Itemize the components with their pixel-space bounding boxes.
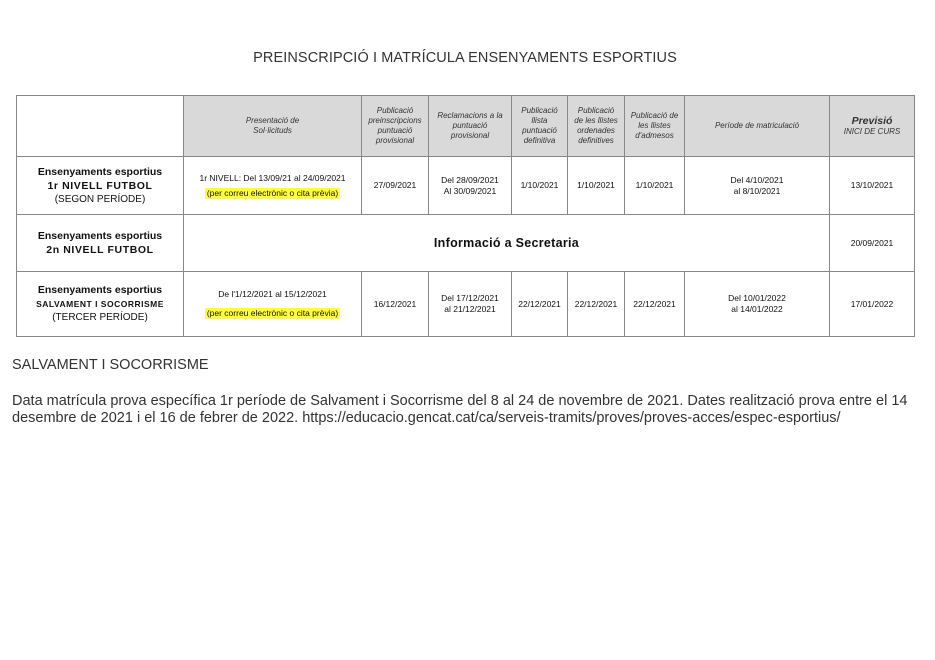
header-pub-llista	[512, 96, 568, 157]
header-pub-llista-line3: puntuació	[522, 126, 557, 135]
header-pub-llista-line1: Publicació	[521, 106, 558, 115]
row-label-line3: (SEGON PERÍODE)	[54, 193, 146, 205]
cell-matriculacio	[685, 272, 830, 337]
cell-matriculacio-line2: al 14/01/2022	[731, 304, 783, 314]
row-label-line1: Ensenyaments esportius	[37, 230, 163, 242]
section-heading: SALVAMENT I SOCORRISME	[12, 357, 209, 373]
header-reclamacions	[429, 96, 512, 157]
header-reclamacions-line2: puntuació	[452, 121, 488, 130]
cell-reclamacions-line2: Al 30/09/2021	[443, 185, 497, 196]
header-pub-ordenades-line4: definitives	[578, 136, 614, 145]
cell-reclamacions-line2: al 21/12/2021	[444, 304, 496, 314]
cell-solicituds-text: 1r NIVELL: Del 13/09/21 al 24/09/2021	[199, 172, 346, 183]
cell-matriculacio-line1: Del 10/01/2022	[728, 293, 786, 303]
header-pub-admesos-line3: d'admesos	[635, 131, 674, 140]
header-pub-llista-line2: llista	[531, 116, 548, 125]
row-label	[17, 215, 184, 272]
header-pub-admesos	[625, 96, 685, 157]
header-matriculacio	[685, 96, 830, 157]
header-pub-preinscripcions-line3: puntuació	[377, 126, 413, 135]
table-row	[17, 215, 915, 272]
cell-matriculacio-line2: al 8/10/2021	[733, 185, 781, 196]
header-solicituds-line1: Presentació de	[245, 116, 300, 125]
cell-inici: 13/10/2021	[830, 157, 915, 215]
cell-info-secretaria: Informació a Secretaria	[184, 215, 830, 272]
header-corner	[17, 96, 184, 157]
cell-solicituds	[184, 272, 362, 337]
table-row	[17, 272, 915, 337]
cell-pub-preinscripcions: 16/12/2021	[362, 272, 429, 337]
header-row	[17, 96, 915, 157]
header-previsio-top: Previsió	[851, 115, 893, 127]
page-title: PREINSCRIPCIÓ I MATRÍCULA ENSENYAMENTS ESPORTIUS	[253, 50, 677, 66]
table-row	[17, 157, 915, 215]
cell-inici: 20/09/2021	[830, 215, 915, 272]
section-body: Data matrícula prova específica 1r període de Salvament i Socorrisme del 8 al 24 de novembre de 2021. Dates realització prova entre el 14 desembre de 2021 i el 16 de febrer de 2022. https://educacio.gencat.cat/ca/serveis-tramits/proves/proves-acces/espec-esportius/	[12, 393, 908, 426]
header-pub-preinscripcions-line1: Publicació	[376, 106, 414, 115]
header-pub-preinscripcions-line2: preinscripcions	[368, 116, 422, 125]
header-reclamacions-line1: Reclamacions a la	[437, 111, 503, 120]
cell-inici: 17/01/2022	[830, 272, 915, 337]
header-pub-admesos-line1: Publicació de	[630, 111, 679, 120]
row-label	[17, 272, 184, 337]
cell-pub-admesos: 22/12/2021	[625, 272, 685, 337]
cell-solicituds-text: De l'1/12/2021 al 15/12/2021	[218, 289, 327, 299]
row-label-line3: (TERCER PERÍODE)	[52, 312, 148, 323]
cell-pub-llistes-ordenades: 1/10/2021	[568, 157, 625, 215]
header-pub-llistes-ordenades	[568, 96, 625, 157]
header-pub-llista-line4: definitiva	[523, 136, 556, 145]
cell-matriculacio-line1: Del 4/10/2021	[730, 174, 784, 185]
header-pub-preinscripcions-line4: provisional	[375, 136, 415, 145]
header-solicituds-line2: Sol·licituds	[253, 126, 292, 135]
header-previsio-bottom: INICI DE CURS	[843, 127, 901, 136]
header-matriculacio-text: Període de matriculació	[714, 121, 800, 130]
cell-solicituds	[184, 157, 362, 215]
cell-solicituds-note: (per correu electrònic o cita prèvia)	[206, 187, 339, 198]
row-label-line1: Ensenyaments esportius	[37, 284, 163, 296]
row-label-line2: 1r NIVELL FUTBOL	[47, 179, 153, 192]
cell-solicituds-note: (per correu electrònic o cita prèvia)	[206, 308, 339, 318]
cell-pub-admesos: 1/10/2021	[625, 157, 685, 215]
header-previsio	[830, 96, 915, 157]
row-label-line1: Ensenyaments esportius	[37, 165, 163, 178]
row-label-line2: SALVAMENT I SOCORRISME	[36, 299, 164, 309]
header-pub-ordenades-line1: Publicació	[577, 106, 615, 115]
cell-pub-llista: 22/12/2021	[512, 272, 568, 337]
cell-matriculacio	[685, 157, 830, 215]
cell-pub-llistes-ordenades: 22/12/2021	[568, 272, 625, 337]
header-pub-admesos-line2: les llistes	[638, 121, 671, 130]
cell-reclamacions	[429, 272, 512, 337]
header-pub-ordenades-line2: de les llistes	[574, 116, 618, 125]
schedule-table	[16, 95, 915, 337]
cell-reclamacions-line1: Del 17/12/2021	[441, 293, 499, 303]
cell-reclamacions-line1: Del 28/09/2021	[441, 174, 499, 185]
row-label-line2: 2n NIVELL FUTBOL	[46, 244, 154, 256]
cell-pub-preinscripcions: 27/09/2021	[362, 157, 429, 215]
header-pub-preinscripcions	[362, 96, 429, 157]
cell-reclamacions	[429, 157, 512, 215]
header-reclamacions-line3: provisional	[450, 131, 490, 140]
header-solicituds	[184, 96, 362, 157]
cell-pub-llista: 1/10/2021	[512, 157, 568, 215]
header-pub-ordenades-line3: ordenades	[577, 126, 615, 135]
row-label	[17, 157, 184, 215]
